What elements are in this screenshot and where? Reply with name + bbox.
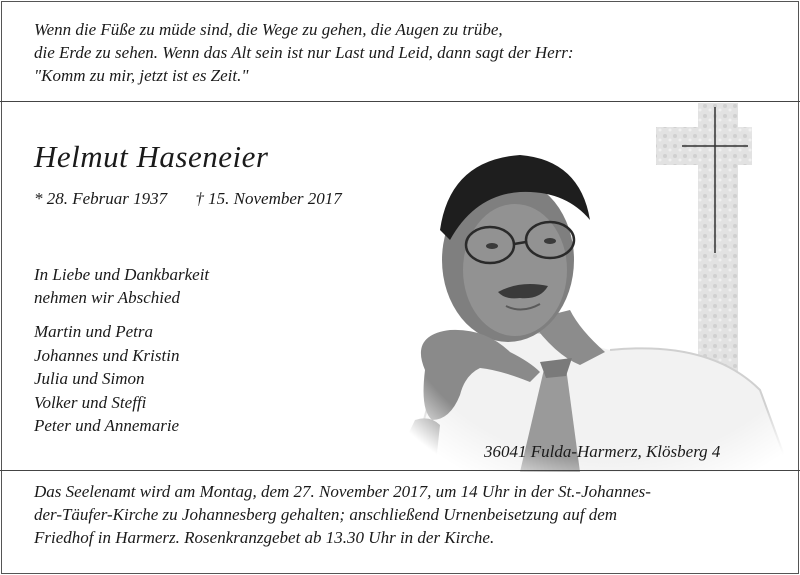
birth-date: * 28. Februar 1937 (34, 189, 168, 208)
service-line-1: Das Seelenamt wird am Montag, dem 27. November 2017, um 14 Uhr in der St.-Johannes- (34, 482, 651, 501)
farewell-line-2: nehmen wir Abschied (34, 288, 181, 307)
service-line-3: Friedhof in Harmerz. Rosenkranzgebet ab 13.30 Uhr in der Kirche. (34, 528, 495, 547)
portrait-photo (380, 120, 798, 472)
family-member: Julia und Simon (34, 369, 145, 388)
death-date: † 15. November 2017 (195, 189, 342, 208)
top-divider (0, 101, 800, 102)
deceased-name: Helmut Haseneier (34, 139, 269, 174)
quote-line-3: "Komm zu mir, jetzt ist es Zeit." (34, 66, 249, 85)
family-member: Volker und Steffi (34, 392, 147, 412)
life-dates (34, 188, 342, 210)
family-member: Johannes und Kristin (34, 345, 180, 365)
quote-line-1: Wenn die Füße zu müde sind, die Wege zu gehen, die Augen zu trübe, (34, 20, 503, 39)
service-line-2: der-Täufer-Kirche zu Johannesberg gehalten; anschließend Urnenbeisetzung auf dem (34, 505, 618, 524)
bottom-divider (0, 470, 800, 471)
quote-line-2: die Erde zu sehen. Wenn das Alt sein ist nur Last und Leid, dann sagt der Herr: (34, 43, 574, 62)
family-address: 36041 Fulda-Harmerz, Klösberg 4 (484, 442, 721, 461)
family-member: Peter und Annemarie (34, 416, 180, 435)
family-member: Martin und Petra (34, 322, 153, 341)
family-list (34, 320, 179, 438)
farewell-line-1: In Liebe und Dankbarkeit (34, 265, 210, 284)
